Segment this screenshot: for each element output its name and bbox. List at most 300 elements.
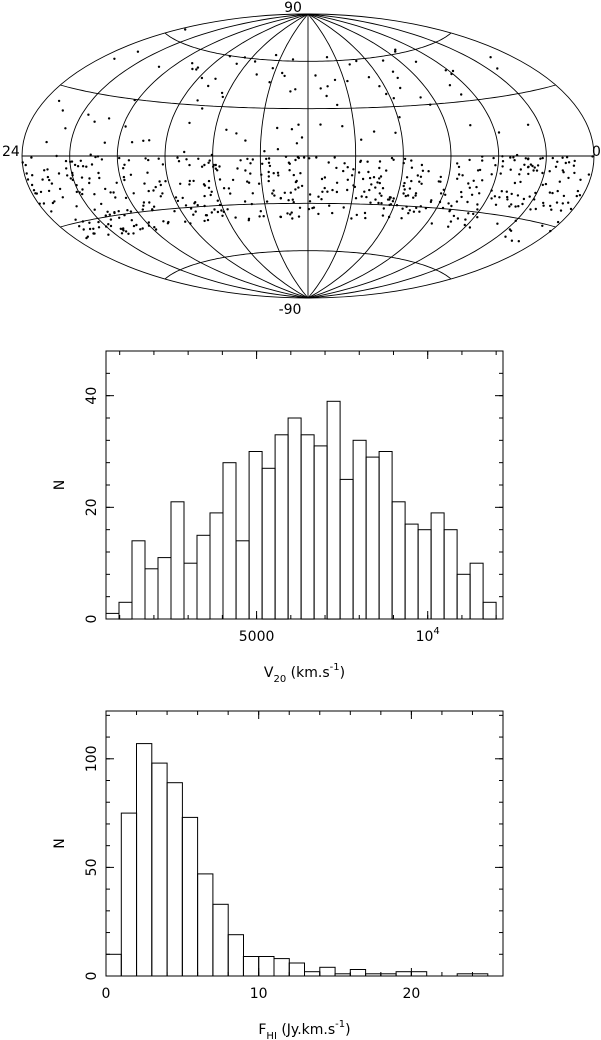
sky-point [491,173,493,175]
sky-point [511,240,513,242]
sky-point [196,99,198,101]
sky-point [378,167,380,169]
sky-point [268,81,270,83]
histogram-bar [213,904,228,976]
sky-point [406,176,408,178]
sky-point [317,196,319,198]
histogram-bar [121,813,136,976]
sky-point [125,197,127,199]
sky-point [529,208,531,210]
sky-point [123,164,125,166]
sky-point [90,154,92,156]
sky-point [510,203,512,205]
sky-point [184,28,186,30]
sky-point [148,190,150,192]
sky-point [430,199,432,201]
sky-point [197,204,199,206]
sky-point [382,59,384,61]
sky-point [273,172,275,174]
sky-point [50,210,52,212]
sky-point [366,161,368,163]
sky-point [535,208,537,210]
sky-point [399,87,401,89]
sky-point [104,142,106,144]
sky-point [314,74,316,76]
histogram-bar [184,563,197,619]
sky-point [336,182,338,184]
sky-point [258,215,260,217]
sky-point [235,132,237,134]
sky-point [415,61,417,63]
sky-point [394,132,396,134]
histogram-bar [381,974,396,976]
sky-point [407,194,409,196]
sky-point [62,109,64,111]
sky-point [328,205,330,207]
sky-point [128,159,130,161]
sky-point [97,155,99,157]
sky-point [130,210,132,212]
sky-point [469,124,471,126]
sky-point [82,220,84,222]
sky-point [573,165,575,167]
sky-point [443,189,445,191]
sky-point [210,194,212,196]
sky-point [378,85,380,87]
sky-point [182,197,184,199]
sky-point [442,207,444,209]
sky-point [148,201,150,203]
sky-point [325,95,327,97]
sky-point [160,195,162,197]
sky-point [48,190,50,192]
sky-point [220,209,222,211]
sky-point [30,156,32,158]
histogram-bar [327,401,340,619]
sky-point [444,194,446,196]
sky-point [48,179,50,181]
sky-point [380,195,382,197]
sky-point [217,200,219,202]
sky-point [478,192,480,194]
map-label-bottom: -90 [278,302,302,318]
histogram-bar [236,541,249,619]
sky-point [248,182,250,184]
sky-point [453,215,455,217]
sky-point [517,194,519,196]
sky-point [461,174,463,176]
sky-point [542,205,544,207]
sky-point [203,164,205,166]
sky-point [280,197,282,199]
sky-point [560,209,562,211]
sky-point [490,189,492,191]
sky-point [297,124,299,126]
sky-point [347,166,349,168]
sky-point [207,162,209,164]
sky-point [266,200,268,202]
sky-point [513,159,515,161]
sky-point [124,125,126,127]
sky-point [355,60,357,62]
sky-point [80,160,82,162]
sky-point [268,175,270,177]
histogram-bar [152,763,167,976]
histogram-bar [198,874,213,976]
sky-point [93,193,95,195]
sky-point [142,227,144,229]
flux-histogram [0,705,601,1040]
histogram-bar [396,972,411,976]
sky-point [342,170,344,172]
histogram-bar [353,440,366,619]
sky-point [219,178,221,180]
sky-point [158,180,160,182]
sky-point [246,158,248,160]
sky-point [552,157,554,159]
sky-point [361,195,363,197]
sky-point [58,172,60,174]
y-tick-label: 50 [84,858,100,877]
sky-point [492,157,494,159]
map-label-left: 24 [2,144,20,160]
sky-point [380,175,382,177]
sky-point [41,178,43,180]
sky-point [195,68,197,70]
sky-point [275,54,277,56]
sky-point [368,189,370,191]
sky-point [550,209,552,211]
sky-point [265,158,267,160]
sky-point [570,208,572,210]
sky-point [236,167,238,169]
sky-point [226,208,228,210]
sky-point [331,212,333,214]
sky-point [364,217,366,219]
sky-point [379,160,381,162]
sky-point [419,96,421,98]
sky-point [151,209,153,211]
sky-point [225,129,227,131]
sky-point [87,114,89,116]
sky-point [110,225,112,227]
histogram-bar [335,974,350,976]
sky-point [137,51,139,53]
sky-point [324,187,326,189]
sky-point [228,187,230,189]
sky-point [148,221,150,223]
sky-point [341,125,343,127]
sky-point [320,198,322,200]
sky-point [207,85,209,87]
sky-point [277,148,279,150]
sky-point [22,161,24,163]
sky-point [457,217,459,219]
sky-point [336,104,338,106]
sky-point [219,204,221,206]
sky-point [205,214,207,216]
sky-point [385,93,387,95]
sky-point [370,183,372,185]
sky-point [309,200,311,202]
sky-point [382,214,384,216]
histogram-bar [379,452,392,620]
sky-point [161,192,163,194]
sky-point [290,192,292,194]
sky-point [400,217,402,219]
sky-point [346,189,348,191]
sky-point [407,212,409,214]
sky-point [221,215,223,217]
sky-point [211,154,213,156]
sky-point [244,56,246,58]
sky-point [100,203,102,205]
sky-point [252,192,254,194]
sky-point [469,187,471,189]
sky-point [116,182,118,184]
sky-point [489,56,491,58]
sky-point [110,218,112,220]
sky-point [557,190,559,192]
histogram-bar [350,970,365,977]
histogram-bar [275,435,288,619]
sky-point [252,158,254,160]
sky-point [147,159,149,161]
sky-point [123,179,125,181]
sky-point [221,92,223,94]
histogram-bar [132,541,145,619]
sky-point [450,205,452,207]
sky-point [354,186,356,188]
sky-point [260,210,262,212]
sky-point [75,205,77,207]
sky-point [456,200,458,202]
sky-point [476,216,478,218]
sky-point [118,157,120,159]
sky-point [45,141,47,143]
sky-point [512,156,514,158]
x-axis-label: $V_{20}$ $(km.s^{-1})$ [263,662,346,685]
sky-point [201,77,203,79]
sky-point [190,207,192,209]
sky-point [405,195,407,197]
sky-point [567,177,569,179]
sky-point [43,202,45,204]
sky-point [427,170,429,172]
sky-point [189,180,191,182]
histogram-bar [259,957,274,977]
sky-point [218,165,220,167]
sky-point [534,192,536,194]
sky-point [134,99,136,101]
sky-point [271,192,273,194]
sky-point [201,107,203,109]
sky-point [380,202,382,204]
sky-point [308,208,310,210]
sky-point [223,211,225,213]
sky-point [504,236,506,238]
sky-point [534,166,536,168]
sky-point [285,156,287,158]
sky-point [94,156,96,158]
sky-point [281,72,283,74]
sky-point [473,180,475,182]
sky-point [468,159,470,161]
sky-point [373,176,375,178]
sky-point [450,220,452,222]
sky-point [289,213,291,215]
sky-point [516,154,518,156]
histogram-bar [262,468,275,619]
sky-point [555,166,557,168]
sky-point [113,58,115,60]
sky-point [297,186,299,188]
sky-point [177,200,179,202]
sky-point [258,183,260,185]
histogram-bar [274,959,289,976]
sky-point [460,93,462,95]
sky-point [413,211,415,213]
sky-point [495,204,497,206]
plot-frame [106,351,503,619]
sky-point [89,228,91,230]
sky-point [562,202,564,204]
sky-point [297,156,299,158]
sky-point [527,124,529,126]
sky-point [374,198,376,200]
sky-point [420,176,422,178]
histogram-bar [119,602,132,619]
sky-point [308,157,310,159]
sky-point [471,194,473,196]
sky-point [294,159,296,161]
y-tick-label: 100 [84,745,100,773]
sky-point [294,188,296,190]
sky-point [549,170,551,172]
sky-point [320,87,322,89]
sky-point [126,209,128,211]
sky-point [223,187,225,189]
sky-point [70,177,72,179]
sky-point [541,225,543,227]
sky-map-chart [0,0,601,320]
sky-point [94,209,96,211]
sky-point [385,169,387,171]
sky-point [527,173,529,175]
sky-point [118,210,120,212]
sky-point [324,176,326,178]
sky-point [164,180,166,182]
sky-point [319,123,321,125]
sky-point [405,206,407,208]
sky-point [343,162,345,164]
y-tick-label: 20 [84,498,100,517]
sky-point [373,130,375,132]
sky-point [363,191,365,193]
sky-point [244,169,246,171]
sky-point [404,158,406,160]
sky-point [296,142,298,144]
sky-point [542,202,544,204]
sky-point [496,67,498,69]
sky-point [438,180,440,182]
sky-point [523,198,525,200]
sky-point [213,208,215,210]
sky-point [249,172,251,174]
sky-point [568,161,570,163]
sky-point [403,185,405,187]
sky-point [476,208,478,210]
sky-point [162,220,164,222]
sky-point [263,215,265,217]
sky-point [328,161,330,163]
histogram-bar [197,535,210,619]
sky-point [396,204,398,206]
sky-point [244,139,246,141]
plot-frame [106,711,503,976]
sky-point [410,159,412,161]
sky-point [83,228,85,230]
histogram-bar [392,502,405,619]
sky-point [211,211,213,213]
sky-point [277,174,279,176]
sky-point [120,228,122,230]
sky-point [445,69,447,71]
sky-point [518,240,520,242]
sky-point [472,213,474,215]
sky-point [379,182,381,184]
sky-point [272,189,274,191]
sky-point [447,226,449,228]
histogram-bar [366,457,379,619]
sky-point [376,181,378,183]
sky-point [217,211,219,213]
sky-point [276,127,278,129]
sky-point [355,197,357,199]
sky-point [46,168,48,170]
x-tick-label: 5000 [238,629,275,645]
sky-point [263,150,265,152]
sky-point [211,191,213,193]
sky-point [501,190,503,192]
sky-point [388,204,390,206]
sky-point [532,169,534,171]
sky-point [559,181,561,183]
sky-point [248,219,250,221]
sky-point [452,70,454,72]
sky-point [133,192,135,194]
sky-point [527,158,529,160]
sky-point [188,183,190,185]
histogram-bar [223,463,236,619]
y-tick-label: 0 [84,614,100,624]
sky-point [382,187,384,189]
histogram-bar [457,574,470,619]
sky-point [148,139,150,141]
sky-point [292,58,294,60]
sky-point [510,169,512,171]
sky-point [296,180,298,182]
sky-point [72,179,74,181]
histogram-bar [457,974,472,976]
sky-point [133,225,135,227]
sky-point [511,193,513,195]
histogram-bar [182,817,197,976]
sky-point [105,225,107,227]
sky-point [440,192,442,194]
sky-point [39,203,41,205]
sky-point [232,179,234,181]
